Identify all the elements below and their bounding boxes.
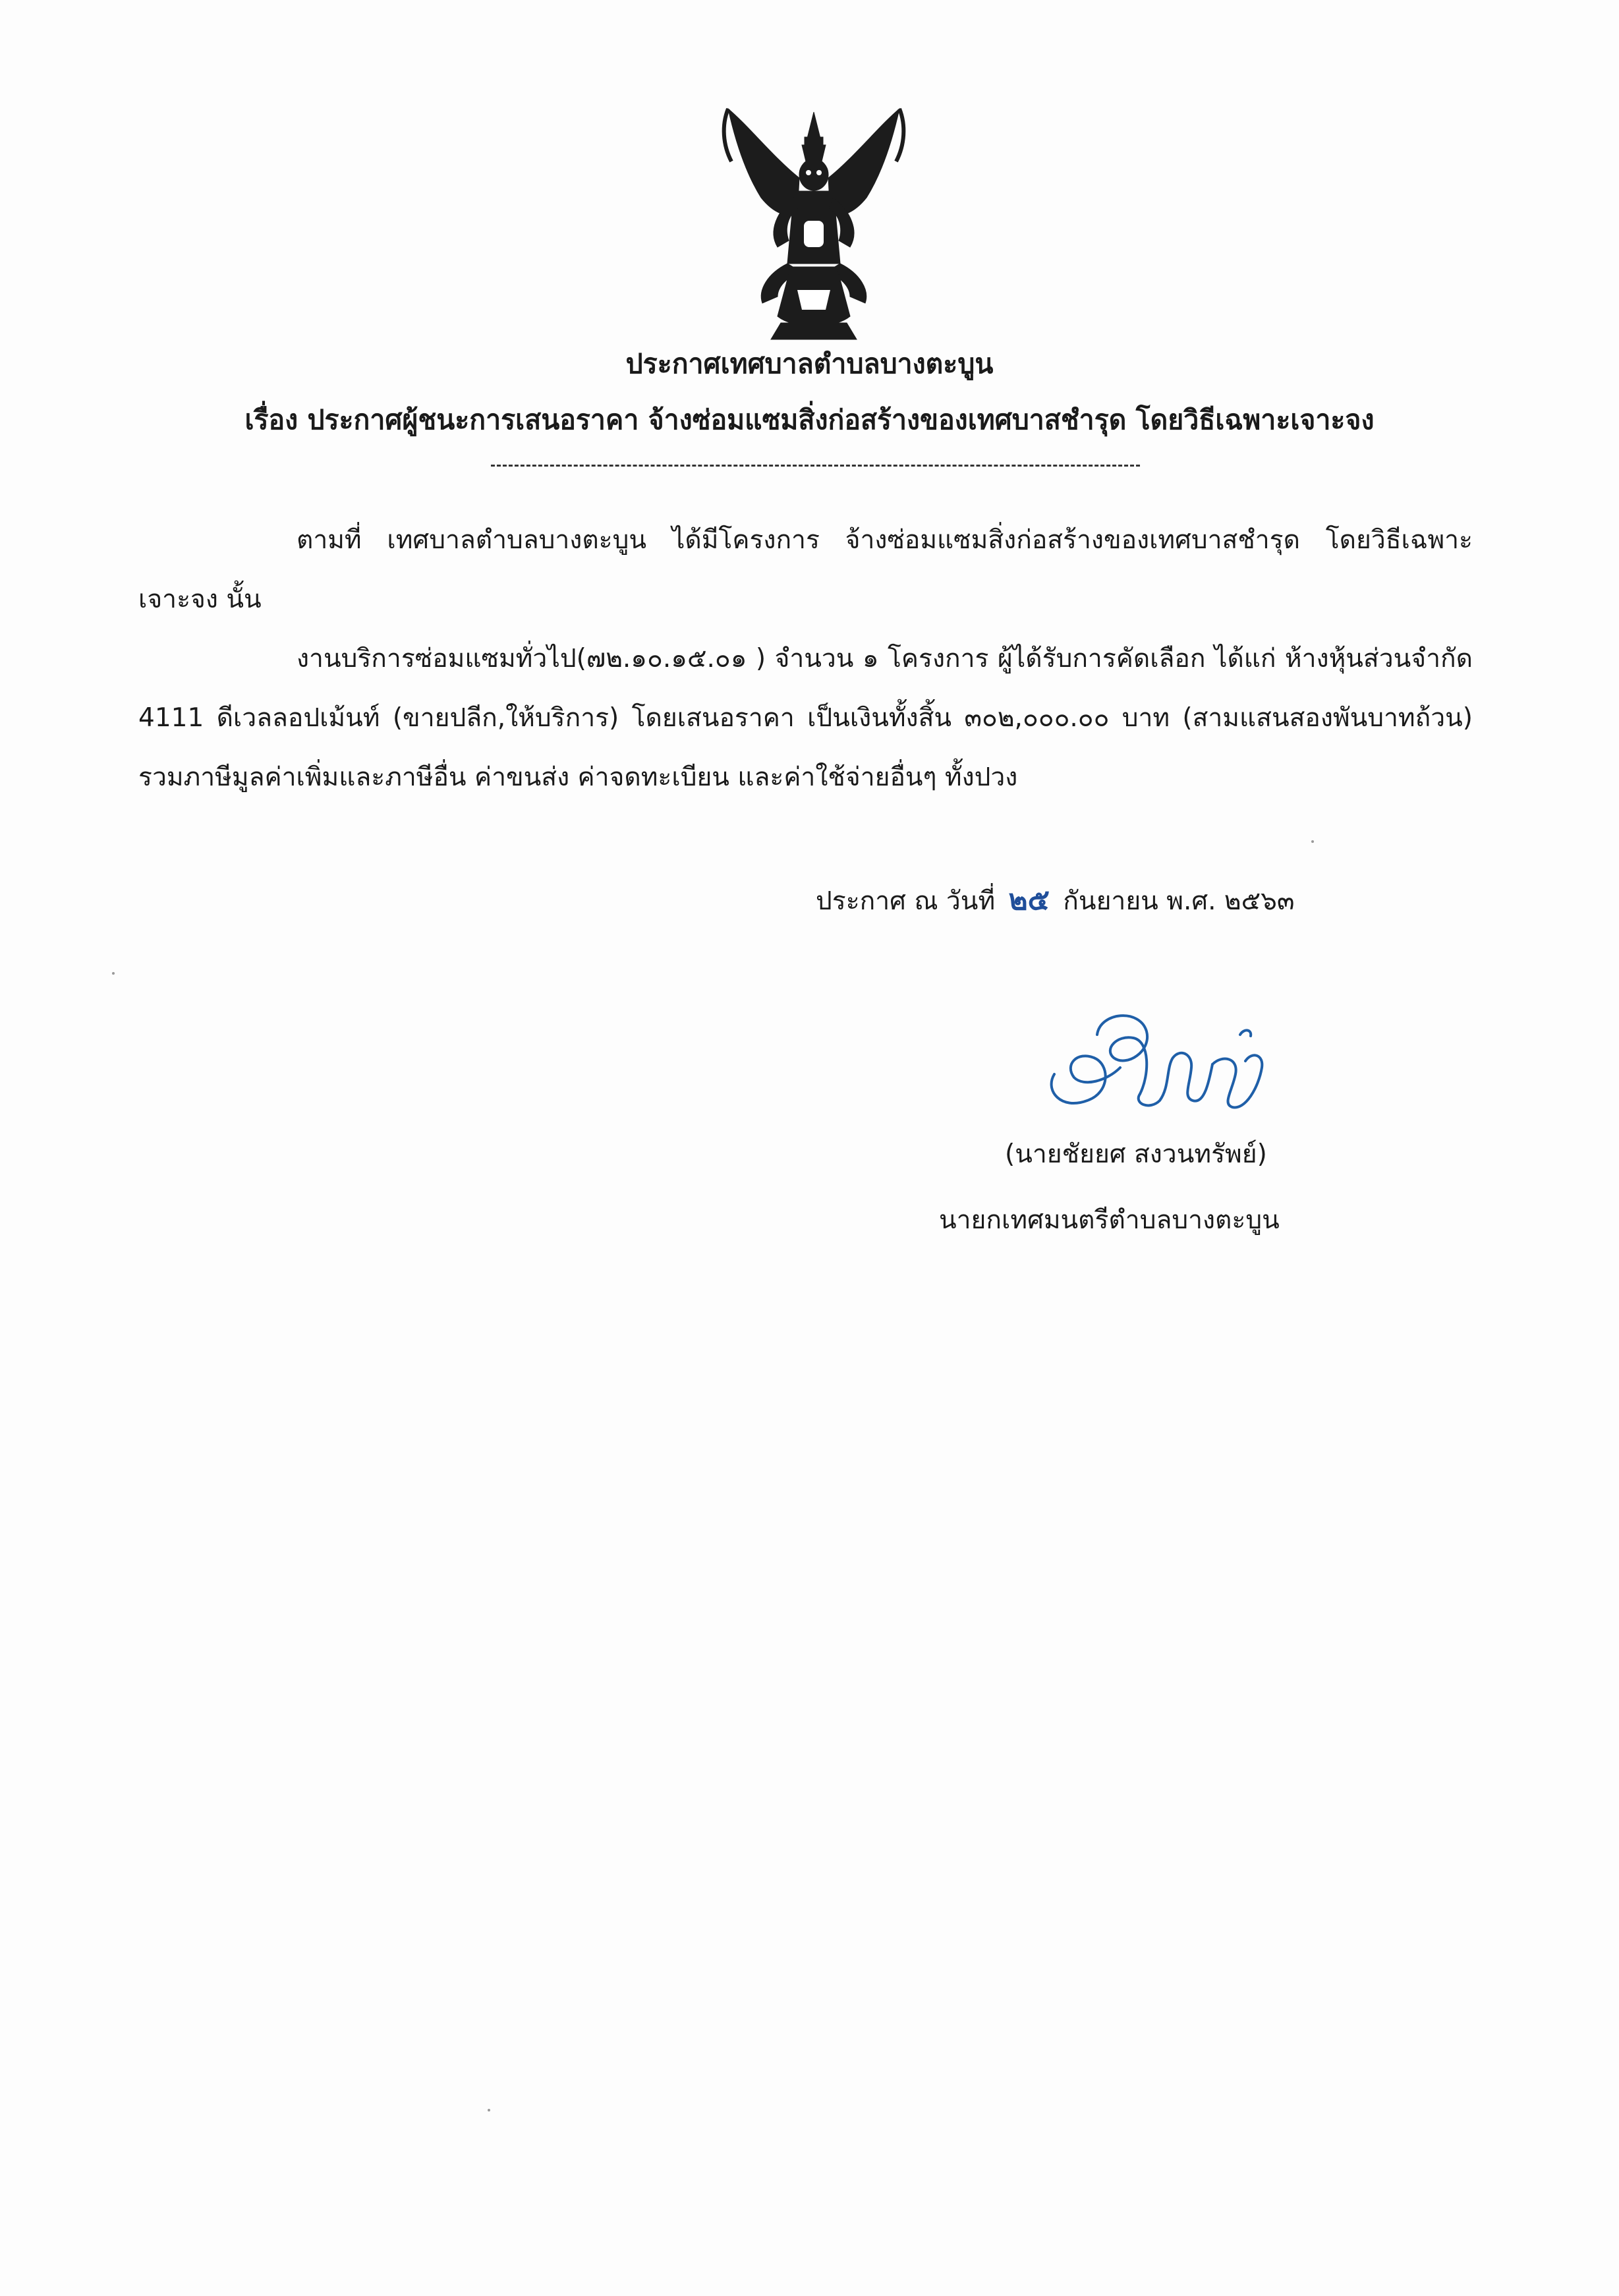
signer-name: (นายชัยยศ สงวนทรัพย์) [1005, 1139, 1267, 1169]
document-subject: เรื่อง ประกาศผู้ชนะการเสนอราคา จ้างซ่อมแซมสิ่งก่อสร้างของเทศบาสชำรุด โดยวิธีเฉพาะเจาะจง [244, 404, 1375, 436]
scan-speck [1311, 840, 1314, 843]
date-day: ๒๕ [1008, 883, 1050, 917]
scan-speck [112, 972, 115, 975]
date-month-year: กันยายน พ.ศ. ๒๕๖๓ [1063, 886, 1295, 916]
document-title: ประกาศเทศบาลตำบลบางตะบูน [625, 348, 994, 380]
body-paragraph-2: งานบริการซ่อมแซมทั่วไป(๗๒.๑๐.๑๕.๐๑ ) จำนวน ๑ โครงการ ผู้ได้รับการคัดเลือก ได้แก่ ห้างหุ้นส่วนจำกัด 4111 ดีเวลลอปเม้นท์ (ขายปลีก,ให้บริการ) โดยเสนอราคา เป็นเงินทั้งสิ้น ๓๐๒,๐๐๐.๐๐ บาท (สามแสนสองพันบาทถ้วน) รวมภาษีมูลค่าเพิ่มและภาษีอื่น ค่าขนส่ง ค่าจดทะเบียน และค่าใช้จ่ายอื่นๆ ทั้งปวง [138, 644, 1473, 792]
body-paragraph-1: ตามที่ เทศบาลตำบลบางตะบูน ได้มีโครงการ จ้างซ่อมแซมสิ่งก่อสร้างของเทศบาสชำรุด โดยวิธีเฉพาะเจาะจง นั้น [138, 525, 1473, 614]
announcement-date [816, 876, 1295, 923]
scan-speck [488, 2109, 490, 2111]
dashed-divider [491, 465, 1140, 467]
handwritten-signature-icon [1035, 995, 1285, 1127]
date-prefix: ประกาศ ณ วันที่ [816, 886, 996, 916]
signer-position: นายกเทศมนตรีตำบลบางตะบูน [939, 1205, 1280, 1235]
garuda-emblem-icon [715, 99, 913, 343]
